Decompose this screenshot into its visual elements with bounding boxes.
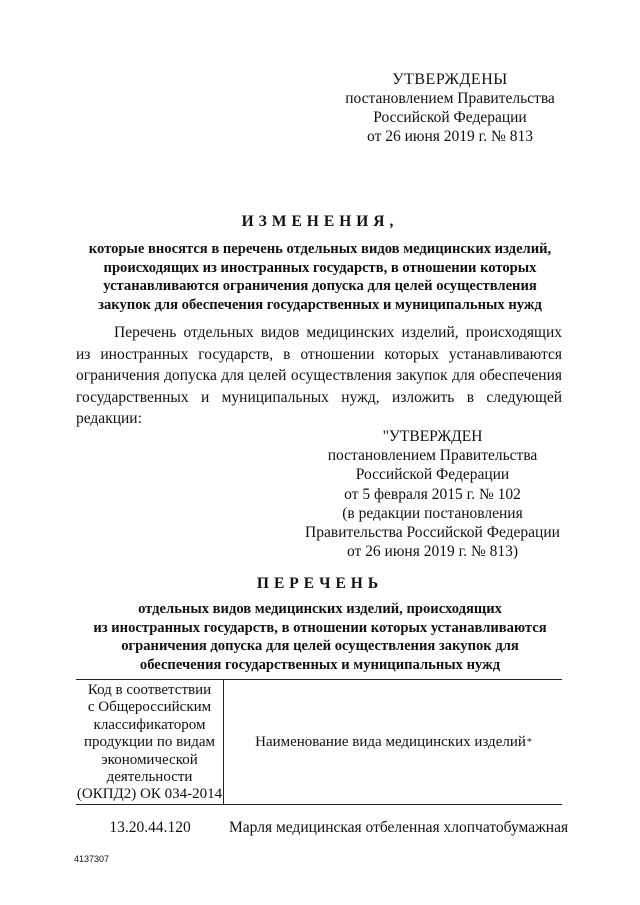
table-row-code: 13.20.44.120 — [109, 819, 191, 836]
list-title: ПЕРЕЧЕНЬ — [256, 575, 384, 592]
approval-line: постановлением Правительства — [345, 90, 555, 107]
header-code-cell — [76, 680, 224, 804]
approval-line: от 26 июня 2019 г. № 813 — [367, 128, 533, 145]
approval-line: Российской Федерации — [373, 109, 527, 126]
footnote-mark: * — [526, 736, 532, 748]
changes-subtitle-line: закупок для обеспечения государственных и муниципальных нужд — [98, 296, 542, 313]
header-code-line: (ОКПД2) ОК 034-2014 — [76, 786, 223, 803]
header-code-line: Код в соответствии — [87, 682, 212, 698]
approved-line: постановлением Правительства — [327, 447, 538, 465]
approved-line: от 5 февраля 2015 г. № 102 — [344, 485, 521, 503]
approval-title: УТВЕРЖДЕНЫ — [392, 71, 508, 88]
changes-subtitle-line: которые вносятся в перечень отдельных видов медицинских изделий, — [88, 241, 552, 257]
header-name-cell — [225, 680, 562, 804]
paragraph-line: ограничения допуска для целей осуществления закупок для обеспечения — [76, 367, 562, 384]
list-subtitle-line: из иностранных государств, в отношении которых устанавливаются — [93, 619, 547, 636]
list-subtitle-line: ограничения допуска для целей осуществления закупок для — [121, 638, 519, 654]
header-name-text: Наименование вида медицинских изделий — [255, 733, 526, 750]
list-subtitle-line: отдельных видов медицинских изделий, происходящих — [138, 601, 502, 617]
list-subtitle — [0, 600, 640, 674]
paragraph-line: из иностранных государств, в отношении которых устанавливаются — [76, 345, 562, 363]
approved-line: от 26 июня 2019 г. № 813) — [346, 543, 519, 561]
approved-line: Правительства Российской Федерации — [305, 524, 560, 542]
header-code-line: с Общероссийским — [87, 699, 212, 716]
header-code-line: классификатором — [93, 716, 206, 733]
list-subtitle-line: обеспечения государственных и муниципальных нужд — [139, 656, 501, 673]
changes-subtitle — [0, 240, 640, 314]
paragraph-line: редакции: — [76, 410, 142, 427]
table-header — [76, 679, 562, 805]
approved-line: "УТВЕРЖДЕН — [382, 428, 483, 445]
header-code-line: деятельности — [106, 769, 193, 786]
header-code-line: экономической — [101, 751, 198, 768]
document-number: 4137307 — [74, 854, 110, 864]
changes-subtitle-line: происходящих из иностранных государств, в отношении которых — [103, 259, 537, 276]
changes-subtitle-line: устанавливаются ограничения допуска для целей осуществления — [103, 278, 537, 294]
approved-line: (в редакции постановления — [342, 504, 523, 522]
header-code-line: продукции по видам — [83, 734, 215, 751]
changes-title: ИЗМЕНЕНИЯ, — [241, 213, 399, 230]
approval-header — [300, 70, 600, 146]
approved-block — [285, 427, 580, 561]
approved-line: Российской Федерации — [355, 466, 510, 484]
paragraph-line: государственных и муниципальных нужд, изложить в следующей — [76, 388, 562, 406]
paragraph-line: Перечень отдельных видов медицинских изделий, происходящих — [114, 324, 562, 341]
body-paragraph — [76, 322, 562, 430]
table-row-name: Марля медицинская отбеленная хлопчатобумажная — [229, 819, 569, 836]
